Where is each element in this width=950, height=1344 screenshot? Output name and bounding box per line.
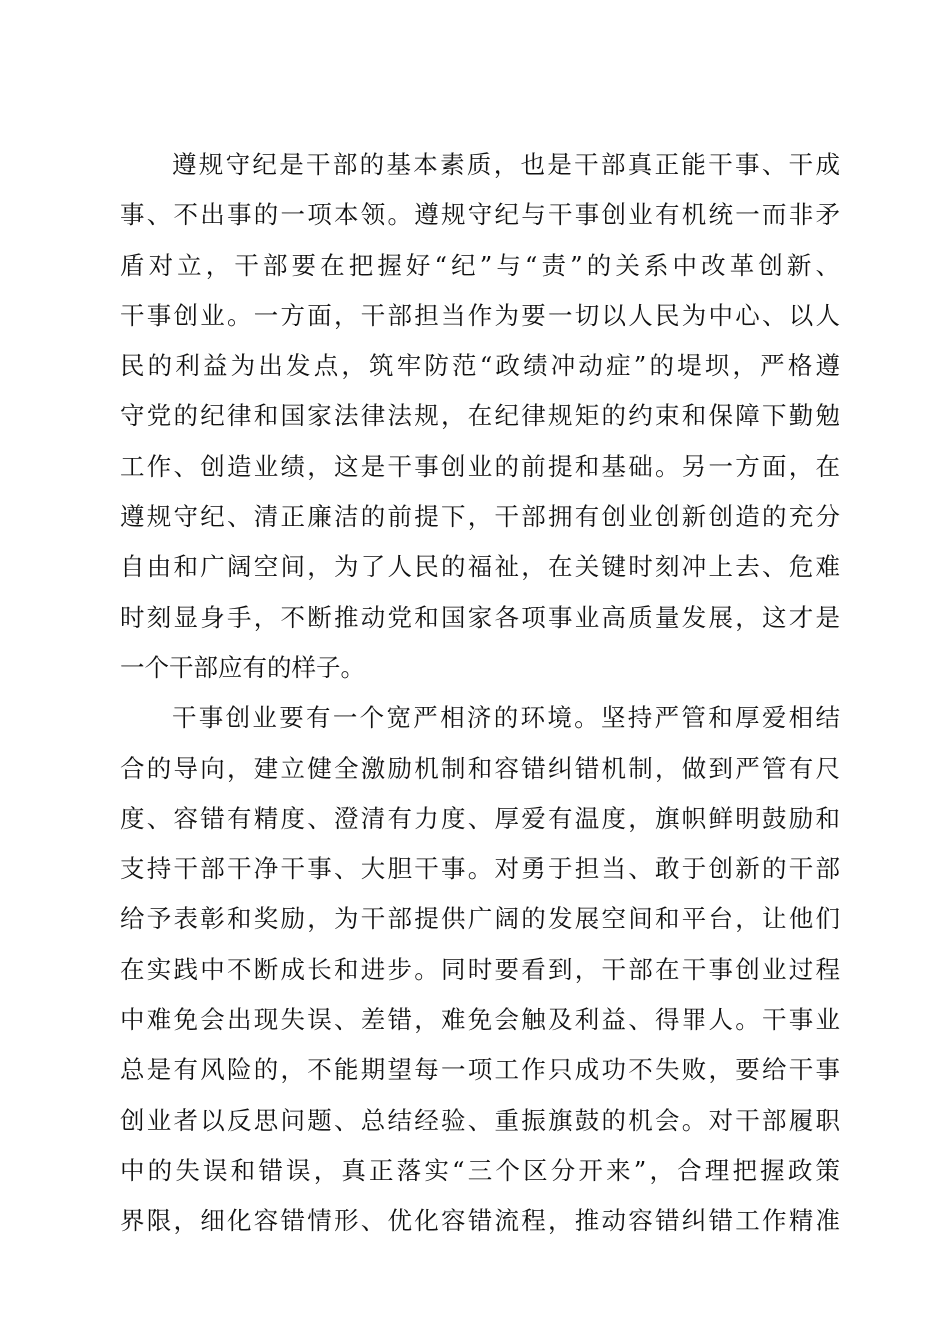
paragraph-line: 给予表彰和奖励，为干部提供广阔的发展空间和平台，让他们 — [120, 904, 840, 934]
paragraph-line: 界限，细化容错情形、优化容错流程，推动容错纠错工作精准 — [120, 1206, 840, 1236]
paragraph-line: 一个干部应有的样子。 — [120, 652, 365, 682]
paragraph-line: 事、不出事的一项本领。遵规守纪与干事创业有机统一而非矛 — [120, 200, 840, 230]
paragraph-line: 盾对立，干部要在把握好“纪”与“责”的关系中改革创新、 — [120, 250, 840, 280]
paragraph-line: 度、容错有精度、澄清有力度、厚爱有温度，旗帜鲜明鼓励和 — [120, 803, 840, 833]
paragraph-line: 创业者以反思问题、总结经验、重振旗鼓的机会。对干部履职 — [120, 1105, 840, 1135]
paragraph-line: 总是有风险的，不能期望每一项工作只成功不失败，要给干事 — [120, 1055, 840, 1085]
paragraph-line: 支持干部干净干事、大胆干事。对勇于担当、敢于创新的干部 — [120, 854, 840, 884]
paragraph-line: 合的导向，建立健全激励机制和容错纠错机制，做到严管有尺 — [120, 753, 840, 783]
paragraph-line: 中难免会出现失误、差错，难免会触及利益、得罪人。干事业 — [120, 1005, 840, 1035]
paragraph-line: 干事创业。一方面，干部担当作为要一切以人民为中心、以人 — [120, 300, 840, 330]
paragraph-line: 遵规守纪、清正廉洁的前提下，干部拥有创业创新创造的充分 — [120, 502, 840, 532]
paragraph-line: 时刻显身手，不断推动党和国家各项事业高质量发展，这才是 — [120, 602, 840, 632]
paragraph-line: 守党的纪律和国家法律法规，在纪律规矩的约束和保障下勤勉 — [120, 401, 840, 431]
paragraph-line: 自由和广阔空间，为了人民的福祉，在关键时刻冲上去、危难 — [120, 552, 840, 582]
document-body — [120, 140, 840, 1247]
paragraph-line: 遵规守纪是干部的基本素质，也是干部真正能干事、干成 — [172, 150, 840, 179]
paragraph-line: 中的失误和错误，真正落实“三个区分开来”，合理把握政策 — [120, 1155, 840, 1185]
paragraph-1 — [120, 140, 840, 693]
paragraph-line: 干事创业要有一个宽严相济的环境。坚持严管和厚爱相结 — [172, 703, 840, 733]
paragraph-2 — [120, 693, 840, 1246]
paragraph-line: 民的利益为出发点，筑牢防范“政绩冲动症”的堤坝，严格遵 — [120, 351, 840, 381]
paragraph-line: 工作、创造业绩，这是干事创业的前提和基础。另一方面，在 — [120, 451, 840, 481]
paragraph-line: 在实践中不断成长和进步。同时要看到，干部在干事创业过程 — [120, 954, 840, 984]
